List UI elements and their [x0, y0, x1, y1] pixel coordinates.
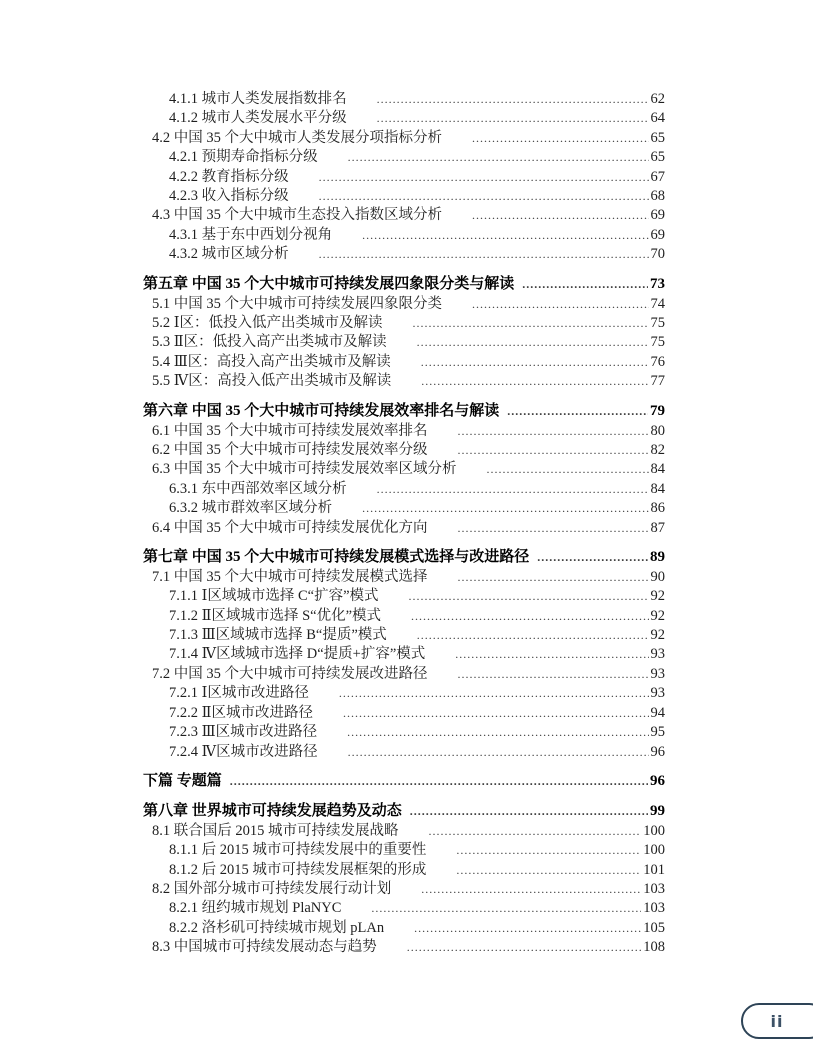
toc-entry-title: 7.2.1 Ⅰ区城市改进路径 [169, 685, 309, 702]
dot-leader [339, 684, 649, 703]
toc-entry-page: 77 [650, 373, 665, 390]
toc-entry-page: 84 [650, 461, 665, 478]
toc-entry[interactable] [143, 402, 665, 421]
dot-leader [319, 187, 649, 206]
toc-entry[interactable] [143, 919, 665, 938]
toc-entry-page: 89 [650, 549, 665, 566]
toc-entry[interactable] [143, 275, 665, 294]
dot-leader [456, 841, 641, 860]
dot-leader [537, 548, 648, 567]
toc-entry-page: 62 [650, 91, 665, 107]
dot-leader [412, 314, 648, 333]
dot-leader [458, 441, 649, 460]
toc-entry-title: 4.3.1 基于东中西划分视角 [169, 226, 333, 243]
toc-entry-page: 82 [650, 441, 665, 458]
dot-leader [421, 372, 648, 391]
toc-entry-page: 93 [650, 646, 665, 663]
dot-leader [472, 206, 649, 225]
toc-entry-title: 7.1 中国 35 个大中城市可持续发展模式选择 [152, 568, 428, 585]
toc-entry[interactable] [143, 568, 665, 587]
toc-entry-page: 65 [650, 149, 665, 166]
toc-entry[interactable] [143, 226, 665, 245]
toc-entry-title: 7.1.3 Ⅲ区域城市选择 B“提质”模式 [169, 627, 387, 644]
dot-leader [458, 568, 649, 587]
toc-entry-title: 第七章 中国 35 个大中城市可持续发展模式选择与改进路径 [143, 549, 530, 566]
toc-entry-title: 4.3 中国 35 个大中城市生态投入指数区域分析 [152, 207, 442, 224]
toc-entry-title: 第八章 世界城市可持续发展趋势及动态 [143, 803, 402, 820]
toc-entry-title: 8.2.2 洛杉矶可持续城市规划 pLAn [169, 919, 385, 936]
toc-entry[interactable] [143, 802, 665, 821]
toc-entry-title: 4.2.1 预期寿命指标分级 [169, 149, 318, 166]
dot-leader [414, 919, 641, 938]
toc-entry-title: 8.3 中国城市可持续发展动态与趋势 [152, 939, 377, 956]
dot-leader [458, 665, 649, 684]
toc-entry[interactable] [143, 499, 665, 518]
dot-leader [319, 168, 649, 187]
toc-entry[interactable] [143, 168, 665, 187]
toc-entry-title: 6.3 中国 35 个大中城市可持续发展效率区域分析 [152, 461, 457, 478]
toc-entry-title: 8.2.1 纽约城市规划 PlaNYC [169, 900, 342, 917]
toc-entry-title: 7.1.4 Ⅳ区域城市选择 D“提质+扩容”模式 [169, 646, 426, 663]
toc-entry[interactable] [143, 90, 665, 109]
toc-entry[interactable] [143, 353, 665, 372]
toc-entry-page: 101 [643, 861, 665, 878]
dot-leader [348, 148, 649, 167]
toc-entry-title: 5.1 中国 35 个大中城市可持续发展四象限分类 [152, 295, 442, 312]
toc-entry[interactable] [143, 626, 665, 645]
dot-leader [455, 645, 648, 664]
dot-leader [507, 402, 648, 421]
toc-entry-page: 75 [650, 334, 665, 351]
toc-entry-title: 第六章 中国 35 个大中城市可持续发展效率排名与解读 [143, 403, 500, 420]
toc-entry-page: 93 [650, 685, 665, 702]
toc-entry[interactable] [143, 314, 665, 333]
toc-entry-title: 5.2 Ⅰ区：低投入低产出类城市及解读 [152, 314, 383, 331]
dot-leader [472, 129, 649, 148]
toc-entry-title: 8.2 国外部分城市可持续发展行动计划 [152, 880, 392, 897]
toc-entry-page: 86 [650, 500, 665, 517]
toc-entry-page: 69 [650, 226, 665, 243]
toc-entry-title: 4.2.3 收入指标分级 [169, 188, 289, 205]
toc-entry-title: 7.1.1 Ⅰ区域城市选择 C“扩容”模式 [169, 588, 379, 605]
dot-leader [417, 626, 649, 645]
dot-leader [458, 422, 649, 441]
toc-entry-title: 第五章 中国 35 个大中城市可持续发展四象限分类与解读 [143, 276, 515, 293]
toc-entry-title: 5.5 Ⅳ区：高投入低产出类城市及解读 [152, 373, 392, 390]
toc-entry[interactable] [143, 109, 665, 128]
toc-entry[interactable] [143, 938, 665, 957]
dot-leader [410, 802, 648, 821]
toc-entry-page: 103 [643, 900, 665, 917]
toc-entry-page: 69 [650, 207, 665, 224]
toc-entry[interactable] [143, 372, 665, 391]
toc-entry[interactable] [143, 129, 665, 148]
toc-entry-title: 7.2.4 Ⅳ区城市改进路径 [169, 743, 318, 760]
toc-entry[interactable] [143, 245, 665, 264]
toc-entry-title: 7.2.3 Ⅲ区城市改进路径 [169, 724, 318, 741]
toc-entry-page: 105 [643, 919, 665, 936]
dot-leader [230, 772, 648, 791]
toc-entry[interactable] [143, 441, 665, 460]
toc-entry[interactable] [143, 422, 665, 441]
page-number-badge [741, 1003, 813, 1039]
toc-entry-page: 100 [643, 822, 665, 839]
toc-entry-title: 7.2 中国 35 个大中城市可持续发展改进路径 [152, 665, 428, 682]
toc-entry-page: 100 [643, 842, 665, 859]
toc-entry-page: 108 [643, 939, 665, 956]
toc-entry-page: 103 [643, 880, 665, 897]
toc-entry[interactable] [143, 607, 665, 626]
toc-entry[interactable] [143, 822, 665, 841]
toc-entry-title: 8.1 联合国后 2015 城市可持续发展战略 [152, 822, 399, 839]
toc-entry-page: 74 [650, 295, 665, 312]
toc-entry-title: 6.3.1 东中西部效率区域分析 [169, 480, 347, 497]
toc-entry[interactable] [143, 187, 665, 206]
dot-leader [343, 704, 649, 723]
toc-entry-page: 65 [650, 129, 665, 146]
dot-leader [371, 899, 641, 918]
dot-leader [421, 353, 649, 372]
toc-entry-title: 6.4 中国 35 个大中城市可持续发展优化方向 [152, 519, 428, 536]
toc-entry[interactable] [143, 148, 665, 167]
toc-entry-title: 8.1.1 后 2015 城市可持续发展中的重要性 [169, 842, 427, 859]
toc-entry-page: 79 [650, 403, 665, 420]
toc-entry-title: 7.2.2 Ⅱ区城市改进路径 [169, 704, 313, 721]
toc-entry[interactable] [143, 519, 665, 538]
toc-entry-page: 67 [650, 168, 665, 185]
toc-entry-page: 93 [650, 665, 665, 682]
dot-leader [377, 90, 649, 109]
dot-leader [409, 587, 649, 606]
toc-entry-page: 84 [650, 480, 665, 497]
dot-leader [421, 880, 641, 899]
dot-leader [417, 333, 649, 352]
toc-entry-title: 6.2 中国 35 个大中城市可持续发展效率分级 [152, 441, 428, 458]
toc-entry-title: 4.1.1 城市人类发展指数排名 [169, 91, 347, 107]
dot-leader [458, 519, 649, 538]
toc-entry[interactable] [143, 861, 665, 880]
toc-entry-page: 96 [650, 743, 665, 760]
dot-leader [377, 480, 649, 499]
toc-entry-page: 64 [650, 110, 665, 127]
toc-entry-page: 92 [650, 607, 665, 624]
toc-entry-page: 92 [650, 627, 665, 644]
toc-entry[interactable] [143, 772, 665, 791]
toc-entry-title: 6.3.2 城市群效率区域分析 [169, 500, 333, 517]
toc-entry[interactable] [143, 295, 665, 314]
dot-leader [407, 938, 642, 957]
dot-leader [429, 822, 642, 841]
toc-entry-title: 4.3.2 城市区域分析 [169, 246, 289, 263]
toc-entry-title: 5.4 Ⅲ区：高投入高产出类城市及解读 [152, 353, 391, 370]
toc-entry[interactable] [143, 723, 665, 742]
toc-entry-page: 92 [650, 588, 665, 605]
toc-entry-page: 96 [650, 773, 665, 790]
dot-leader [347, 723, 648, 742]
toc-entry-page: 99 [650, 803, 665, 820]
toc-entry[interactable] [143, 206, 665, 225]
toc-entry[interactable] [143, 460, 665, 479]
toc-entry[interactable] [143, 645, 665, 664]
toc-entry[interactable] [143, 587, 665, 606]
dot-leader [411, 607, 648, 626]
dot-leader [348, 743, 649, 762]
dot-leader [362, 226, 648, 245]
toc-entry-title: 下篇 专题篇 [143, 773, 222, 790]
toc-entry-page: 68 [650, 188, 665, 205]
toc-entry-title: 6.1 中国 35 个大中城市可持续发展效率排名 [152, 422, 428, 439]
page-number: ii [770, 1011, 784, 1031]
toc-entry[interactable] [143, 480, 665, 499]
toc-entry-page: 80 [650, 422, 665, 439]
dot-leader [377, 109, 649, 128]
toc-entry-page: 90 [650, 568, 665, 585]
dot-leader [487, 460, 649, 479]
toc-entry[interactable] [143, 880, 665, 899]
table-of-contents [143, 90, 665, 958]
toc-entry-page: 73 [650, 276, 665, 293]
toc-entry-title: 5.3 Ⅱ区：低投入高产出类城市及解读 [152, 334, 387, 351]
toc-entry-page: 94 [650, 704, 665, 721]
toc-entry-title: 8.1.2 后 2015 城市可持续发展框架的形成 [169, 861, 427, 878]
toc-entry-page: 76 [650, 353, 665, 370]
toc-entry-title: 7.1.2 Ⅱ区域城市选择 S“优化”模式 [169, 607, 382, 624]
toc-entry-page: 87 [650, 519, 665, 536]
toc-entry[interactable] [143, 333, 665, 352]
toc-entry[interactable] [143, 684, 665, 703]
toc-entry-page: 95 [650, 724, 665, 741]
dot-leader [456, 861, 641, 880]
toc-entry[interactable] [143, 704, 665, 723]
toc-entry[interactable] [143, 743, 665, 762]
toc-entry-title: 4.2.2 教育指标分级 [169, 168, 289, 185]
toc-entry[interactable] [143, 899, 665, 918]
toc-entry-page: 75 [650, 314, 665, 331]
dot-leader [362, 499, 648, 518]
dot-leader [522, 275, 648, 294]
toc-entry[interactable] [143, 548, 665, 567]
toc-entry-title: 4.2 中国 35 个大中城市人类发展分项指标分析 [152, 129, 442, 146]
toc-entry-page: 70 [650, 246, 665, 263]
toc-entry[interactable] [143, 665, 665, 684]
toc-entry[interactable] [143, 841, 665, 860]
dot-leader [472, 295, 649, 314]
toc-entry-title: 4.1.2 城市人类发展水平分级 [169, 110, 347, 127]
dot-leader [319, 245, 649, 264]
